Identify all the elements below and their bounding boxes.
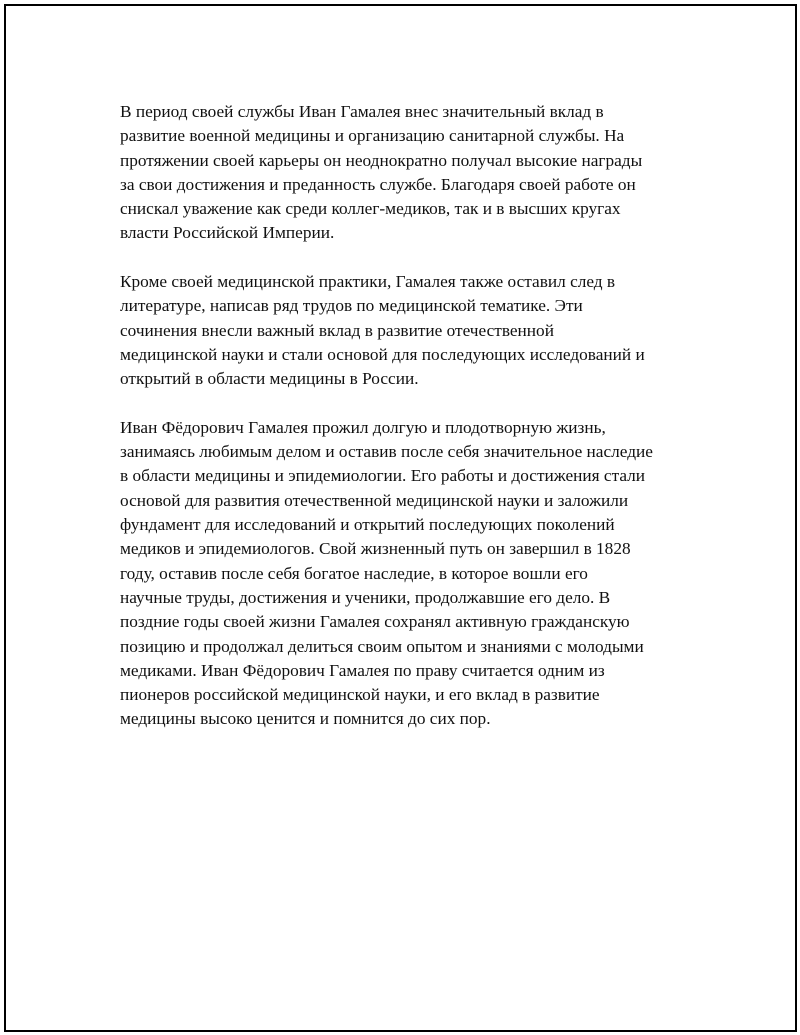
text-line: медиками. Иван Фёдорович Гамалея по праву считается одним из <box>120 660 605 680</box>
text-line: позицию и продолжал делиться своим опытом и знаниями с молодыми <box>120 636 644 656</box>
text-line: Иван Фёдорович Гамалея прожил долгую и плодотворную жизнь, <box>120 417 606 437</box>
page-frame <box>4 4 797 1032</box>
document-body <box>120 100 704 756</box>
text-line: занимаясь любимым делом и оставив после себя значительное наследие <box>120 442 653 462</box>
paragraph-literature <box>120 270 704 391</box>
text-line: медиков и эпидемиологов. Свой жизненный путь он завершил в 1828 <box>120 539 631 559</box>
text-line: медицины высоко ценится и помнится до сих пор. <box>120 709 491 729</box>
text-line: снискал уважение как среди коллег-медиков, так и в высших кругах <box>120 199 621 219</box>
text-line: за свои достижения и преданность службе. Благодаря своей работе он <box>120 174 636 194</box>
text-line: фундамент для исследований и открытий последующих поколений <box>120 515 615 535</box>
text-line: пионеров российской медицинской науки, и его вклад в развитие <box>120 685 600 705</box>
text-line: Кроме своей медицинской практики, Гамалея также оставил след в <box>120 272 616 292</box>
text-line: В период своей службы Иван Гамалея внес значительный вклад в <box>120 102 604 121</box>
text-line: в области медицины и эпидемиологии. Его работы и достижения стали <box>120 466 646 486</box>
text-line: протяжении своей карьеры он неоднократно получал высокие награды <box>120 150 643 170</box>
text-line: развитие военной медицины и организацию санитарной службы. На <box>120 126 625 146</box>
text-line: литературе, написав ряд трудов по медицинской тематике. Эти <box>120 296 583 316</box>
text-line: сочинения внесли важный вклад в развитие отечественной <box>120 320 554 340</box>
paragraph-service <box>120 100 704 246</box>
paragraph-legacy <box>120 416 704 732</box>
text-line: открытий в области медицины в России. <box>120 369 419 389</box>
text-line: научные труды, достижения и ученики, продолжавшие его дело. В <box>120 587 611 607</box>
text-line: году, оставив после себя богатое наследие, в которое вошли его <box>120 563 588 583</box>
text-line: медицинской науки и стали основой для последующих исследований и <box>120 344 645 364</box>
text-line: основой для развития отечественной медицинской науки и заложили <box>120 490 629 510</box>
text-line: власти Российской Империи. <box>120 223 335 243</box>
text-line: поздние годы своей жизни Гамалея сохранял активную гражданскую <box>120 612 630 632</box>
